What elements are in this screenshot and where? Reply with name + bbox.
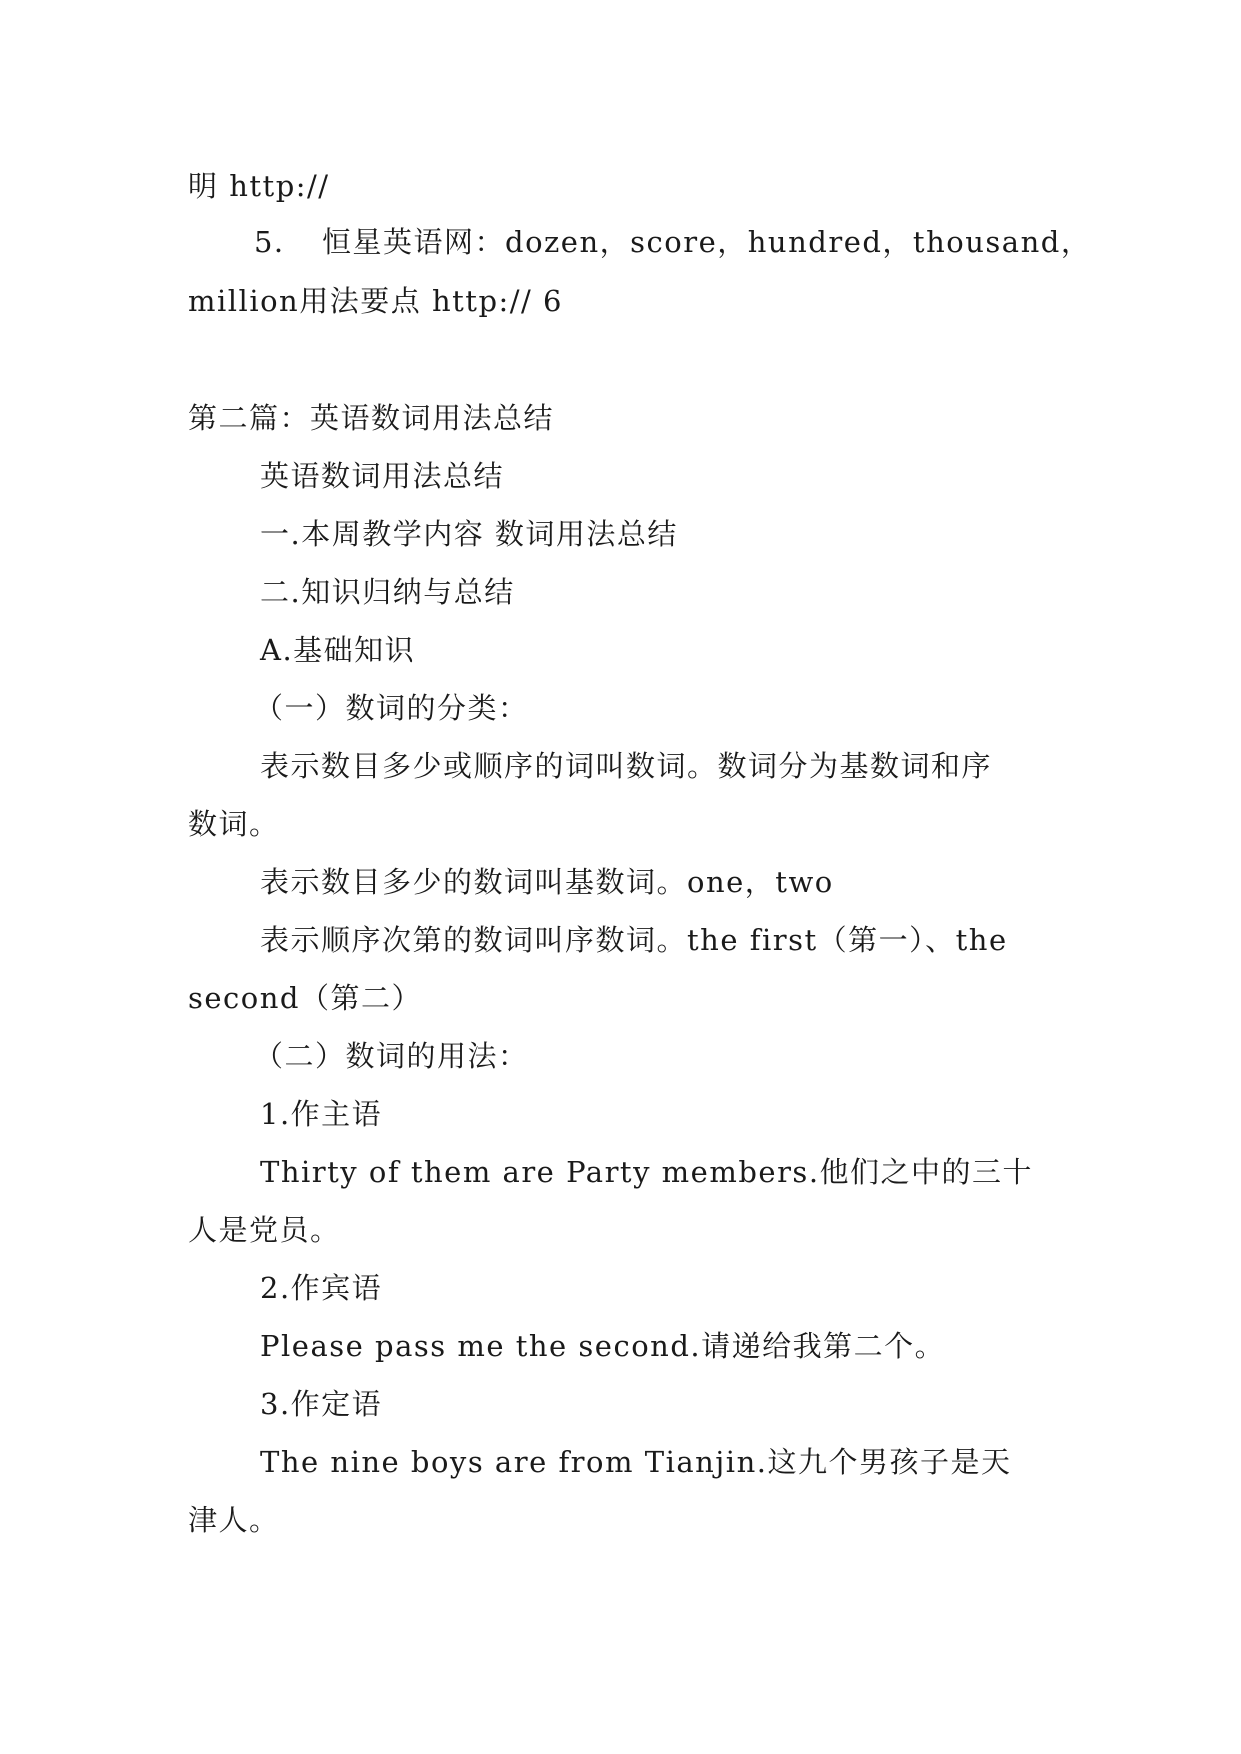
text-line: 表示数目多少或顺序的词叫数词。数词分为基数词和序: [260, 749, 993, 783]
text-line: 人是党员。: [188, 1213, 341, 1247]
text-line: 津人。: [188, 1503, 280, 1537]
text-line: 数词。: [188, 807, 280, 841]
text-line: 二.知识归纳与总结: [260, 575, 515, 609]
text-line: 3.作定语: [260, 1387, 383, 1421]
text-line: 恒星英语网：dozen，score，hundred，thousand，: [322, 225, 1092, 259]
section-heading: 第二篇：英语数词用法总结: [188, 401, 555, 435]
text-line: The nine boys are from Tianjin.这九个男孩子是天: [260, 1445, 1012, 1479]
text-line: 表示顺序次第的数词叫序数词。the first（第一）、the: [260, 923, 1008, 957]
text-line: Please pass me the second.请递给我第二个。: [260, 1329, 946, 1363]
text-line: A.基础知识: [260, 633, 416, 667]
text-line: 明 http://: [188, 169, 330, 203]
text-line: second（第二）: [188, 981, 422, 1015]
text-line: million用法要点 http:// 6: [188, 284, 563, 318]
text-line: （一）数词的分类：: [254, 691, 529, 725]
text-line: 2.作宾语: [260, 1271, 383, 1305]
text-line: （二）数词的用法：: [254, 1039, 529, 1073]
text-line: 1.作主语: [260, 1097, 383, 1131]
text-line: Thirty of them are Party members.他们之中的三十: [260, 1155, 1034, 1189]
text-line: 一.本周教学内容 数词用法总结: [260, 517, 678, 551]
section-title: 英语数词用法总结: [260, 459, 505, 493]
text-line: 表示数目多少的数词叫基数词。one，two: [260, 865, 834, 899]
list-number: 5．: [254, 225, 305, 259]
